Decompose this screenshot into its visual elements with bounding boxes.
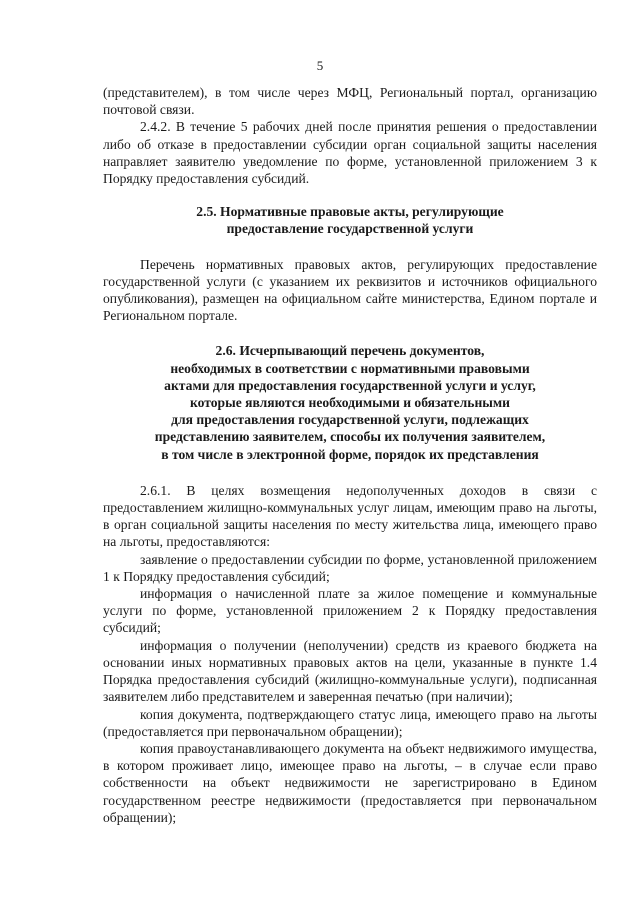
section-2-5-text: Перечень нормативных правовых актов, регулирующих предоставление государственной услуги (с указанием их реквизитов и источников официального опубликования), размещен на официальном сайте министерства, Едином портале и Региональном портале.: [103, 256, 597, 324]
heading-line: 2.6. Исчерпывающий перечень документов,: [215, 343, 485, 359]
paragraph-2-4-2: 2.4.2. В течение 5 рабочих дней после принятия решения о предоставлении либо об отказе в предоставлении субсидии орган социальной защиты населения направляет заявителю уведомление по форме, установленной приложением 3 к Порядку предоставления субсидий.: [103, 119, 597, 187]
list-item-charges-info: информация о начисленной плате за жилое помещение и коммунальные услуги по форме, установленной приложением 2 к Порядку предоставления субсидий;: [103, 586, 597, 636]
list-item-funds-info: информация о получении (неполучении) средств из краевого бюджета на основании иных нормативных правовых актов на цели, указанные в пункте 1.4 Порядка предоставления субсидий (жилищно-коммунальные услуги), подписанная заявителем либо представителем и заверенная печатью (при наличии);: [103, 637, 597, 705]
list-item-property-document: копия правоустанавливающего документа на объект недвижимого имущества, в котором проживает лицо, имеющее право на льготы, – в случае если право собственности на объект недвижимости не зарегистрировано в Едином государственном реестре недвижимости (предоставляется при первоначальном обращении);: [103, 740, 597, 825]
heading-line: для предоставления государственной услуги, подлежащих: [171, 412, 529, 428]
list-item-status-document: копия документа, подтверждающего статус лица, имеющего право на льготы (предоставляется при первоначальном обращении);: [103, 706, 597, 739]
heading-line: 2.5. Нормативные правовые акты, регулирующие: [196, 204, 504, 220]
heading-line: необходимых в соответствии с нормативными правовыми: [170, 360, 530, 376]
section-2-5-heading: [103, 203, 597, 237]
section-2-6-heading: [103, 342, 597, 462]
paragraph-continuation: (представителем), в том числе через МФЦ, Региональный портал, организацию почтовой связи.: [103, 85, 597, 118]
paragraph-2-6-1: 2.6.1. В целях возмещения недополученных доходов в связи с предоставлением жилищно-коммунальных услуг лицам, имеющим право на льготы, в орган социальной защиты населения по месту жительства лица, имеющего право на льготы, предоставляются:: [103, 482, 597, 550]
page-number: 5: [316, 58, 324, 73]
heading-line: которые являются необходимыми и обязательными: [189, 395, 511, 411]
document-body: [103, 84, 597, 826]
list-item-application: заявление о предоставлении субсидии по форме, установленной приложением 1 к Порядку предоставления субсидий;: [103, 551, 597, 584]
heading-line: в том числе в электронной форме, порядок их представления: [161, 446, 539, 462]
heading-line: предоставление государственной услуги: [226, 221, 474, 237]
heading-line: представлению заявителем, способы их получения заявителем,: [154, 429, 546, 445]
heading-line: актами для предоставления государственной услуги и услуг,: [164, 377, 536, 393]
